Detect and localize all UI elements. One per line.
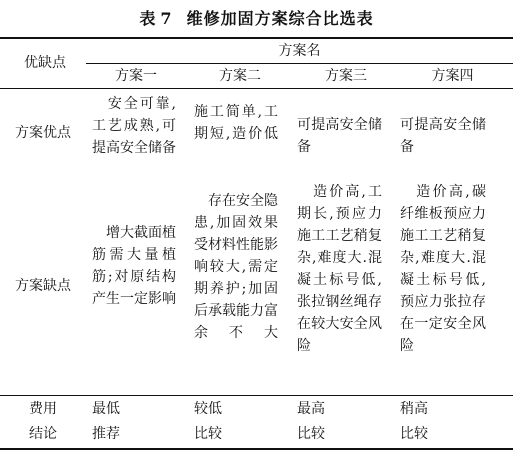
row-header-label: 优缺点 <box>24 55 66 71</box>
table-title-label: 表 <box>139 9 157 28</box>
advantages-cell-3: 可提高安全储备 <box>297 117 382 155</box>
conclusion-cell-3: 比较 <box>297 426 325 442</box>
bottom-rule <box>0 448 513 450</box>
cost-cell-1: 最低 <box>92 401 120 417</box>
disadvantages-cell-4: 造价高,碳纤维板预应力施工工艺稍复杂,难度大.混凝土标号低,预应力张拉存在一定安全风险 <box>400 184 486 354</box>
scheme-3-header: 方案三 <box>325 68 367 84</box>
body-bottom-rule <box>0 395 513 396</box>
disadvantages-cell-1: 增大截面植筋需大量植筋;对原结构产生一定影响 <box>92 225 176 307</box>
conclusion-cell-4: 比较 <box>400 426 428 442</box>
top-rule <box>0 37 513 39</box>
advantages-cell-1: 安全可靠,工艺成熟,可提高安全储备 <box>92 96 176 156</box>
table-title-number: 7 <box>160 9 173 28</box>
conclusion-row-label: 结论 <box>29 426 57 442</box>
scheme-2-header: 方案二 <box>219 68 261 84</box>
header-bottom-rule <box>0 88 513 89</box>
cost-cell-3: 最高 <box>297 401 325 417</box>
group-header-rule <box>86 63 513 64</box>
scheme-group-label: 方案名 <box>278 43 321 59</box>
cost-cell-2: 较低 <box>194 401 222 417</box>
advantages-row-label: 方案优点 <box>15 125 71 141</box>
scheme-4-header: 方案四 <box>431 68 474 84</box>
advantages-cell-2: 施工简单,工期短,造价低 <box>194 104 278 142</box>
conclusion-cell-1: 推荐 <box>92 426 120 442</box>
conclusion-cell-2: 比较 <box>194 426 222 442</box>
disadvantages-cell-3: 造价高,工期长,预应力施工工艺稍复杂,难度大.混凝土标号低,张拉钢丝绳存在较大安全风险 <box>297 184 382 354</box>
advantages-cell-4: 可提高安全储备 <box>400 117 486 155</box>
disadvantages-cell-2: 存在安全隐患,加固效果受材料性能影响较大,需定期养护;加固后承载能力富余不大 <box>194 193 278 341</box>
disadvantages-row-label: 方案缺点 <box>15 278 71 294</box>
table-title <box>0 6 513 29</box>
cost-row-label: 费用 <box>29 401 57 417</box>
table-title-text: 维修加固方案综合比选表 <box>186 9 374 28</box>
cost-cell-4: 稍高 <box>400 401 428 417</box>
scheme-1-header: 方案一 <box>115 68 157 84</box>
